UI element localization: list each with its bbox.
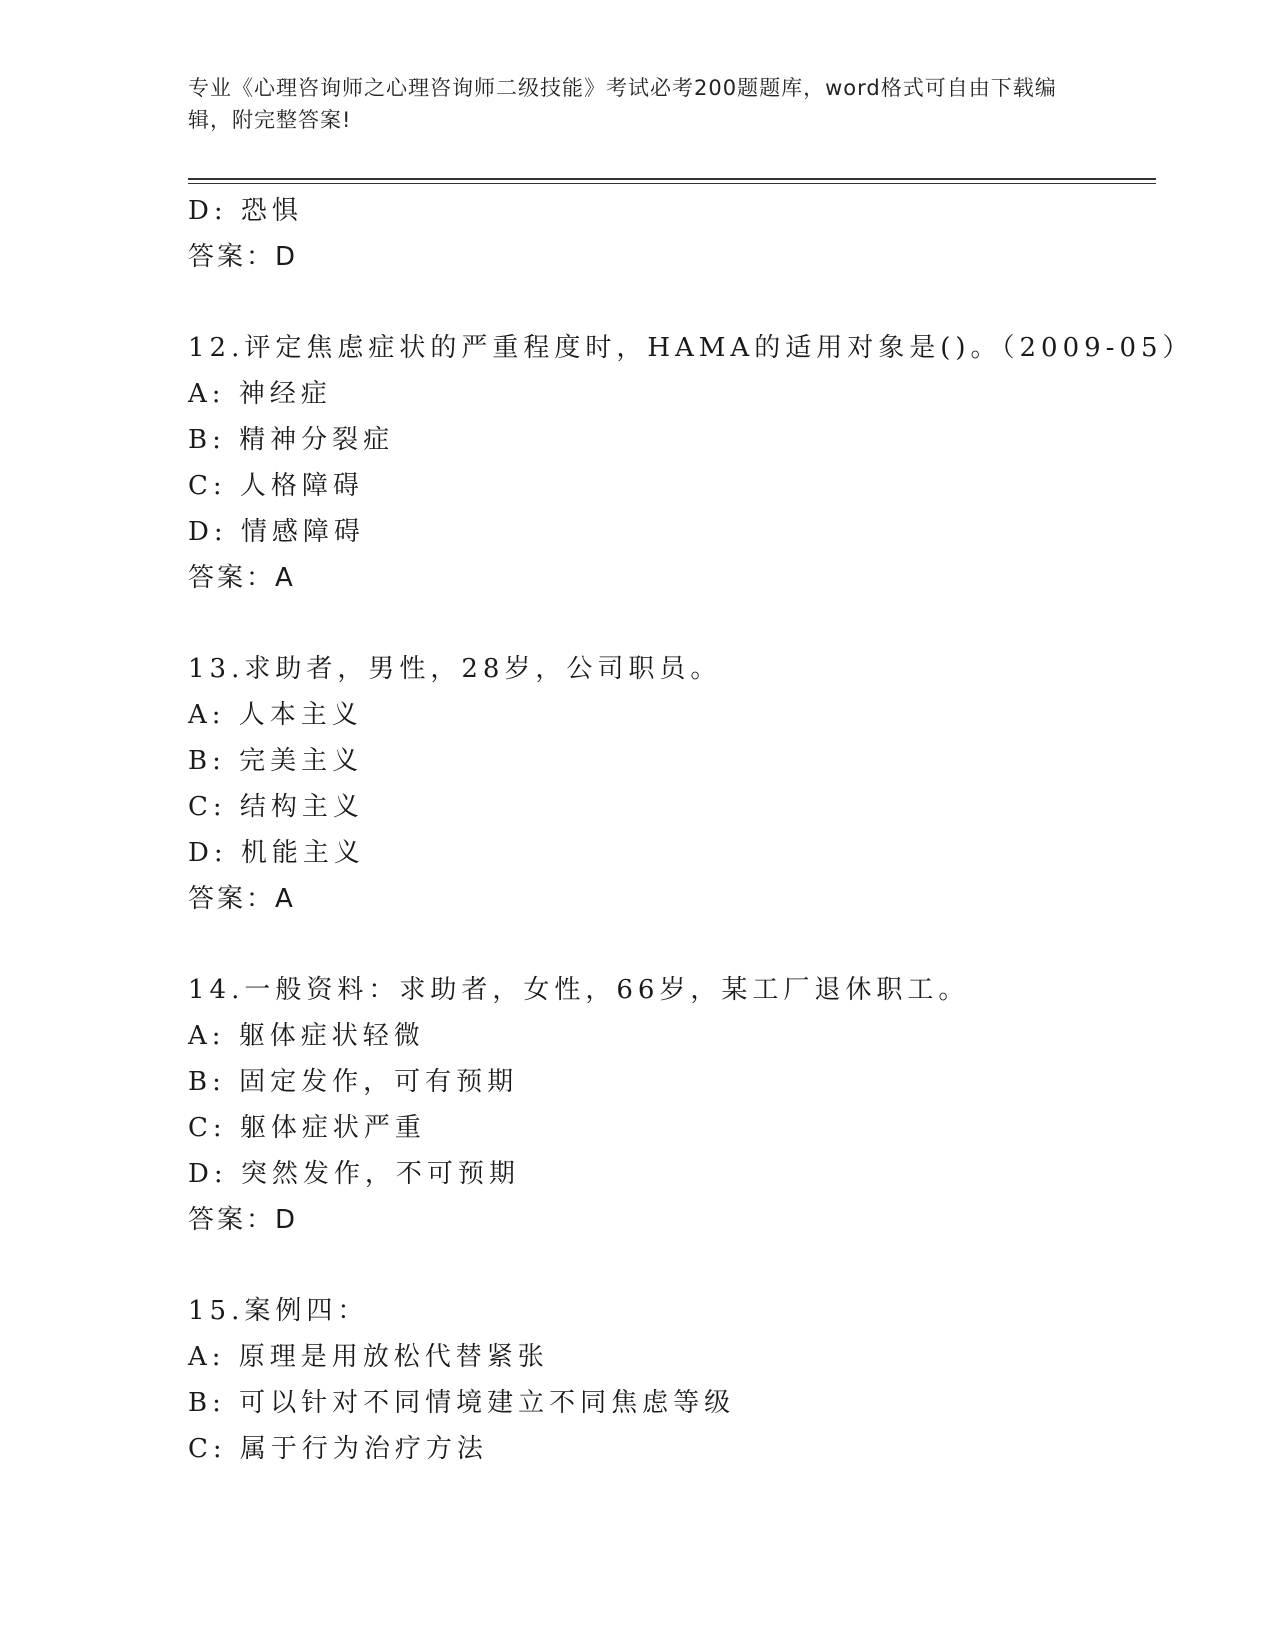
option-c: C: 结构主义 <box>188 792 364 822</box>
document-header: 专业《心理咨询师之心理咨询师二级技能》考试必考200题题库，word格式可自由下载编辑，附完整答案! <box>188 76 1057 132</box>
option-b: B: 精神分裂症 <box>188 425 395 455</box>
option-d: D: 恐惧 <box>188 196 303 226</box>
question-stem: 15.案例四： <box>188 1296 369 1326</box>
option-d: D: 突然发作，不可预期 <box>188 1159 520 1189</box>
option-b: B: 固定发作，可有预期 <box>188 1067 519 1097</box>
question-11-tail <box>188 188 1148 280</box>
option-b: B: 可以针对不同情境建立不同焦虑等级 <box>188 1388 736 1418</box>
option-a: A: 躯体症状轻微 <box>188 1021 425 1051</box>
header-rule-thin <box>188 183 1156 184</box>
option-a: A: 原理是用放松代替紧张 <box>188 1342 549 1372</box>
question-stem: 12.评定焦虑症状的严重程度时，HAMA的适用对象是()。（2009-05） <box>188 333 1194 363</box>
header-rule-thick <box>188 178 1156 180</box>
option-c: C: 躯体症状严重 <box>188 1113 426 1143</box>
question-list <box>188 188 1194 1472</box>
question-stem: 13.求助者，男性，28岁，公司职员。 <box>188 654 722 684</box>
answer: 答案：A <box>188 884 296 914</box>
option-c: C: 人格障碍 <box>188 471 364 501</box>
question-stem: 14.一般资料：求助者，女性，66岁，某工厂退休职工。 <box>188 975 970 1005</box>
option-c: C: 属于行为治疗方法 <box>188 1434 488 1464</box>
option-a: A: 人本主义 <box>188 700 363 730</box>
answer: 答案：D <box>188 242 299 272</box>
option-a: A: 神经症 <box>188 379 332 409</box>
question-14 <box>188 967 1148 1243</box>
option-d: D: 机能主义 <box>188 838 365 868</box>
question-15 <box>188 1288 1148 1472</box>
answer: 答案：D <box>188 1205 299 1235</box>
question-12 <box>188 325 1194 601</box>
option-b: B: 完美主义 <box>188 746 364 776</box>
answer: 答案：A <box>188 563 296 593</box>
option-d: D: 情感障碍 <box>188 517 365 547</box>
question-13 <box>188 646 1148 922</box>
